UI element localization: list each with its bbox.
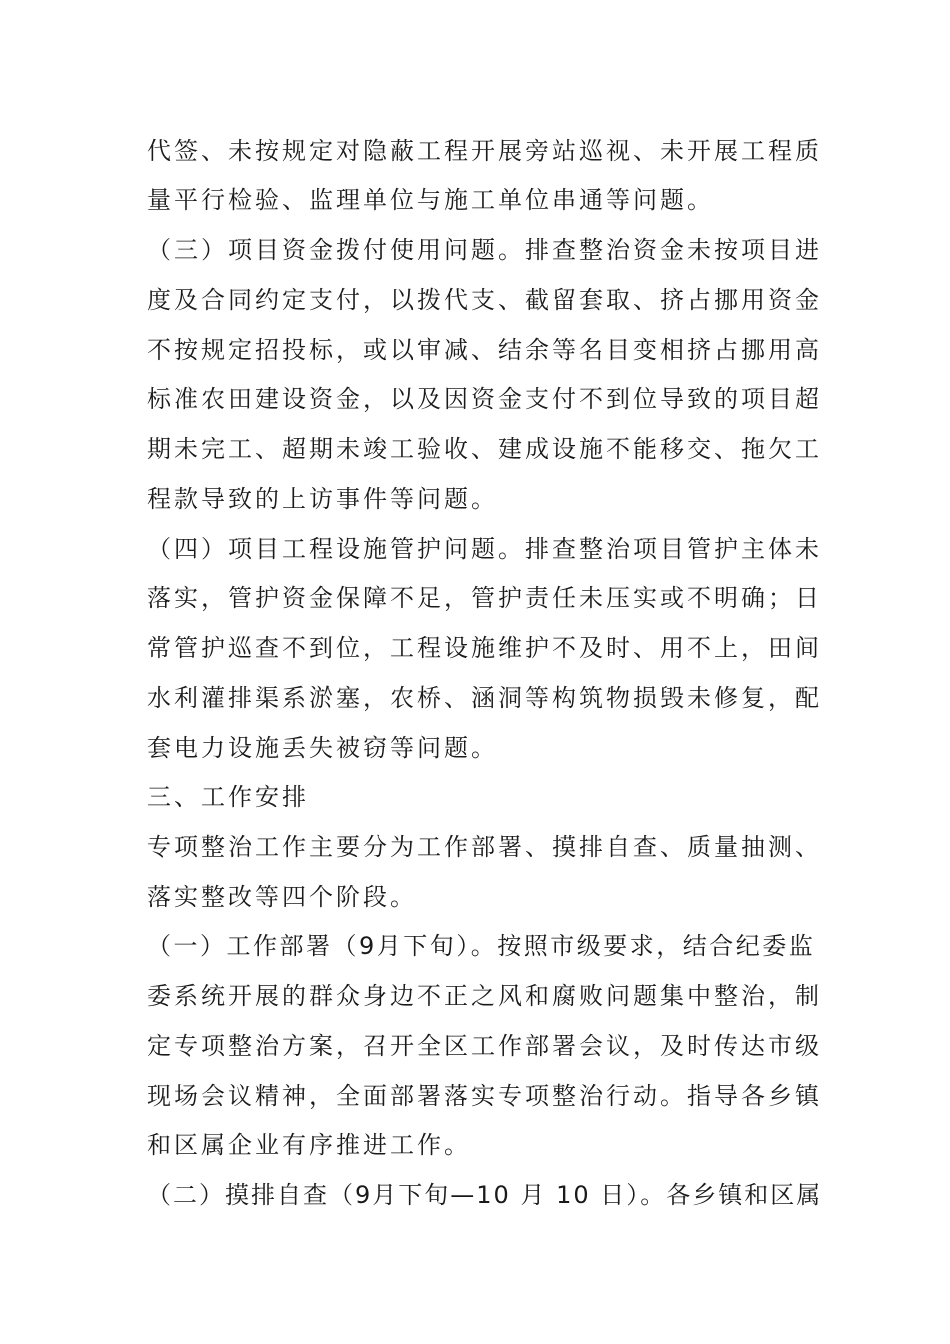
text-line: 常管护巡查不到位，工程设施维护不及时、用不上，田间 bbox=[147, 634, 822, 662]
text-line: （三）项目资金拨付使用问题。排查整治资金未按项目进 bbox=[147, 236, 822, 264]
text-line: （四）项目工程设施管护问题。排查整治项目管护主体未 bbox=[147, 535, 822, 563]
text-line: 代签、未按规定对隐蔽工程开展旁站巡视、未开展工程质 bbox=[147, 137, 822, 165]
text-line: 套电力设施丢失被窃等问题。 bbox=[147, 734, 498, 762]
text-line: （二）摸排自查（9月下旬—10 月 10 日）。各乡镇和区属 bbox=[147, 1181, 823, 1209]
text-line: 现场会议精神，全面部署落实专项整治行动。指导各乡镇 bbox=[147, 1082, 822, 1110]
text-line: 不按规定招投标，或以审减、结余等名目变相挤占挪用高 bbox=[147, 336, 822, 364]
text-line: 度及合同约定支付，以拨代支、截留套取、挤占挪用资金 bbox=[147, 286, 822, 314]
text-line: 期未完工、超期未竣工验收、建成设施不能移交、拖欠工 bbox=[147, 435, 822, 463]
text-line: 水利灌排渠系淤塞，农桥、涵洞等构筑物损毁未修复，配 bbox=[147, 684, 822, 712]
section-heading: 三、工作安排 bbox=[147, 783, 309, 811]
text-line: （一）工作部署（9月下旬）。按照市级要求，结合纪委监 bbox=[147, 932, 816, 960]
text-line: 落实整改等四个阶段。 bbox=[147, 883, 417, 911]
text-line: 专项整治工作主要分为工作部署、摸排自查、质量抽测、 bbox=[147, 833, 822, 861]
text-line: 标准农田建设资金，以及因资金支付不到位导致的项目超 bbox=[147, 385, 822, 413]
text-line: 量平行检验、监理单位与施工单位串通等问题。 bbox=[147, 186, 714, 214]
text-line: 程款导致的上访事件等问题。 bbox=[147, 485, 498, 513]
text-line: 和区属企业有序推进工作。 bbox=[147, 1131, 471, 1159]
text-line: 委系统开展的群众身边不正之风和腐败问题集中整治，制 bbox=[147, 982, 822, 1010]
text-line: 落实，管护资金保障不足，管护责任未压实或不明确；日 bbox=[147, 584, 822, 612]
text-line: 定专项整治方案，召开全区工作部署会议，及时传达市级 bbox=[147, 1032, 822, 1060]
